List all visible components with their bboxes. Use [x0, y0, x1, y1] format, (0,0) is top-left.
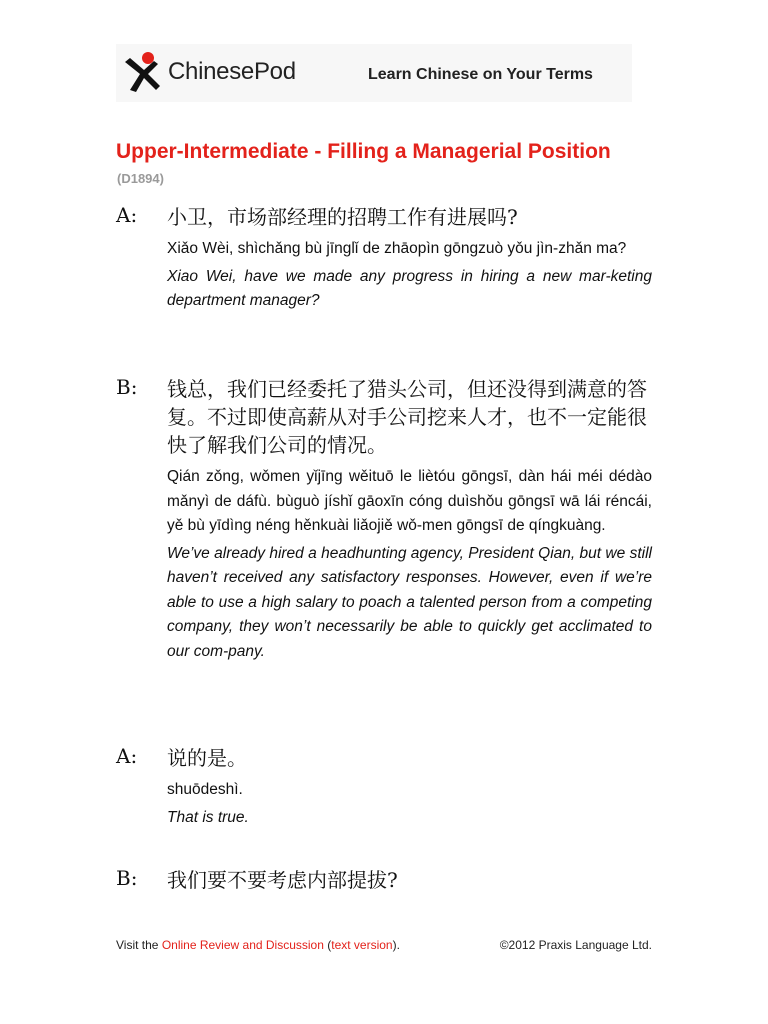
page-header — [116, 44, 632, 102]
dialogue-line — [116, 744, 652, 830]
chinesepod-logo-icon — [122, 50, 162, 94]
pinyin-text: Qián zǒng, wǒmen yǐjīng wěituō le liètóu gōngsī, dàn hái méi dédào mǎnyì de dáfù. bùguò jíshǐ gāoxīn cóng duìshǒu gōngsī wā lái réncái, yě bù yīdìng néng hěnkuài liǎojiě wǒ-men gōngsī de qíngkuàng. — [167, 468, 652, 534]
lesson-title: Upper-Intermediate - Filling a Managerial Position — [116, 140, 611, 163]
footer-prefix: Visit the — [116, 938, 162, 952]
chinese-text: 钱总，我们已经委托了猎头公司，但还没得到满意的答复。不过即使高薪从对手公司挖来人才，也不一定能很快了解我们公司的情况。 — [167, 377, 647, 457]
copyright: ©2012 Praxis Language Ltd. — [499, 938, 652, 952]
dialogue-line — [116, 203, 652, 314]
online-review-link[interactable]: Online Review and Discussion — [161, 938, 324, 952]
pinyin-text: shuōdeshì. — [167, 781, 243, 798]
chinese-text: 说的是。 — [167, 746, 247, 770]
dialogue-line — [116, 866, 652, 894]
page-footer — [116, 938, 652, 952]
speaker-label: A: — [116, 744, 138, 768]
lesson-code: (D1894) — [117, 171, 164, 186]
chinese-text: 我们要不要考虑内部提拔? — [167, 868, 398, 892]
speaker-label: B: — [116, 375, 138, 399]
footer-paren-open: ( — [323, 938, 332, 952]
tagline: Learn Chinese on Your Terms — [368, 66, 593, 83]
english-translation: Xiao Wei, have we made any progress in hiring a new mar-keting department manager? — [167, 267, 652, 309]
speaker-label: A: — [116, 203, 138, 227]
chinese-text: 小卫，市场部经理的招聘工作有进展吗? — [167, 205, 518, 229]
dialogue-line — [116, 375, 652, 664]
text-version-link[interactable]: text version — [331, 938, 393, 952]
pinyin-text: Xiǎo Wèi, shìchǎng bù jīnglǐ de zhāopìn gōngzuò yǒu jìn-zhǎn ma? — [167, 240, 627, 257]
english-translation: We’ve already hired a headhunting agency, President Qian, but we still haven’t received any satisfactory responses. However, even if we’re able to use a high salary to poach a talented person from a competing company, they won’t necessarily be able to quickly get acclimated to our com-pany. — [167, 544, 652, 660]
speaker-label: B: — [116, 866, 138, 890]
footer-paren-close: ). — [392, 938, 400, 952]
brand-name: ChinesePod — [168, 58, 296, 85]
english-translation: That is true. — [167, 808, 249, 826]
